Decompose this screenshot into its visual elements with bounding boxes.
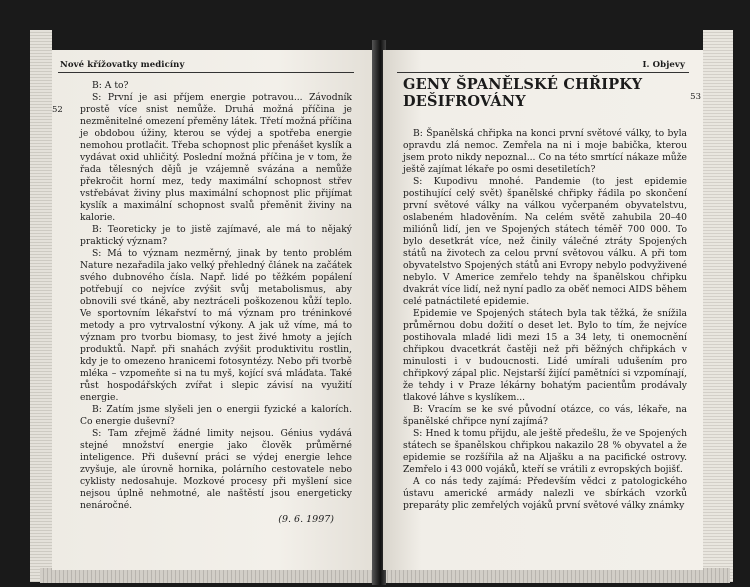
right-page-number: 53 <box>690 92 701 102</box>
paragraph: S: Má to význam nezměrný, jinak by tento problém Nature nezařadila jako velký přehledný článek na začátek svého dubnového čísla. Např. lidé po těžkém popálení potřebují co nejvíce zvýšit svůj metabolismus, aby obnovili své tkáně, aby neztráceli poškozenou kůží teplo. Ve sportovním lékařství to má význam pro tréninkové metody a pro vytrvalostní výkony. A jak už víme, má to význam pro tvorbu biomasy, to jest živé hmoty a jejích produktů. Např. při snahách zvýšit produktivitu rostlin, kdy je to omezeno hranicemi fotosyntézy. Nebo při tvorbě mléka – vzpomeňte si na tu myš, kojící svá mláďata. Také růst hospodářských zvířat i slepic závisí na využití energie. <box>80 248 352 403</box>
paragraph: S: První je asi příjem energie potravou... Závodník prostě více snist nemůže. Druhá možná příčina je nezměnitelné omezení přeměny látek. Třetí možná příčina je obdobou úžiny, kterou se výdej a spotřeba energie nemohou protlačit. Třeba schopnost plic přenášet kyslík a vydávat oxid uhličitý. Poslední možná příčina je v tom, že řada tělesných dějů je vzájemně svázána a nemůže překročit horní mez, tedy maximální schopnost střev vstřebávat živiny plus maximální schopnost plic přijímat kyslík a maximální schopnost svalů přeměnit živiny na kalorie. <box>80 92 352 223</box>
paragraph: B: Zatím jsme slyšeli jen o energii fyzické a kalorích. Co energie duševní? <box>80 404 352 427</box>
left-header-rule <box>58 72 354 73</box>
right-running-head: I. Objevy <box>642 60 685 70</box>
paragraph: S: Hned k tomu přijdu, ale ještě předešlu, že ve Spojených státech se španělskou chřipkou nakazilo 28 % obyvatel a že epidemie se rozšířila až na Aljašku a na pacifické ostrovy. Zemřelo i 43 000 vojáků, kteří se vrátili z evropských bojišť. <box>403 428 687 475</box>
right-header-rule <box>397 72 689 73</box>
left-page <box>52 50 374 570</box>
paragraph: B: Vracím se ke své původní otázce, co vás, lékaře, na španělské chřipce nyní zajímá? <box>403 404 687 427</box>
chapter-title: GENY ŠPANĚLSKÉ CHŘIPKY DEŠIFROVÁNY <box>403 76 643 110</box>
right-page-edges <box>703 30 733 582</box>
paragraph: B: Španělská chřipka na konci první světové války, to byla opravdu zlá nemoc. Zemřela na ni i moje babička, kterou jsem proto nikdy nepoznal... Co na této smrtící nákaze může ještě zajímat lékaře po osmi desetiletích? <box>403 128 687 175</box>
left-body-text <box>80 80 352 526</box>
paragraph: B: Teoreticky je to jistě zajímavé, ale má to nějaký praktický význam? <box>80 224 352 247</box>
left-running-head: Nové křížovatky medicíny <box>60 60 185 70</box>
date-signature: (9. 6. 1997) <box>278 514 334 525</box>
paragraph: S: Tam zřejmě žádné limity nejsou. Génius vydává stejné množství energie jako člověk průměrné inteligence. Při duševní práci se výdej energie lehce zvyšuje, ale úrovně hornika, polárního cestovatele nebo cyklisty nedosahuje. Mozkové procesy při myšlení sice nejsou úplně nehmotné, ale naštěstí jsou energeticky nenáročné. <box>80 428 352 511</box>
right-page <box>383 50 703 570</box>
left-page-number: 52 <box>52 105 63 115</box>
paragraph: Epidemie ve Spojených státech byla tak těžká, že snížila průměrnou dobu dožití o deset let. Bylo to tím, že nejvíce postihovala mladé lidi mezi 15 a 34 lety, ti onemocnění chřipkou dvacetkrát častěji než při běžných chřipkách v minulosti i v budoucnosti. Lidé umírali udušením pro chřipkový zápal plic. Nejstarší žijící pamětníci si vzpomínají, že tehdy i v Praze lékárny bohatým pacientům prodávaly tlakové láhve s kyslíkem... <box>403 308 687 403</box>
left-page-edges <box>30 30 52 582</box>
paragraph: S: Kupodivu mnohé. Pandemie (to jest epidemie postihující celý svět) španělské chřipky řádila po skončení první světové války na válkou vyčerpaném obyvatelstvu, oslabeném hladověním. Na celém světě zahubila 20–40 miliónů lidí, jen ve Spojených státech téměř 700 000. To bylo desetkrát více, než činily válečné ztráty Spojených států na životech za celou první světovou válku. A při tom obyvatelstvo Spojených států ani Evropy nebylo podvyživené nebylo. V Americe zemřelo tehdy na španělskou chřipku dvakrát více lidí, než nyní padlo za oběť nemoci AIDS během celé patnáctileté epidemie. <box>403 176 687 307</box>
right-body-text <box>403 128 687 512</box>
paragraph: B: A to? <box>92 80 129 91</box>
paragraph: A co nás tedy zajímá: Především vědci z patologického ústavu americké armády nalezli ve sbírkách vzorků preparáty plic zemřelých vojáků první světové války známky <box>403 476 687 511</box>
